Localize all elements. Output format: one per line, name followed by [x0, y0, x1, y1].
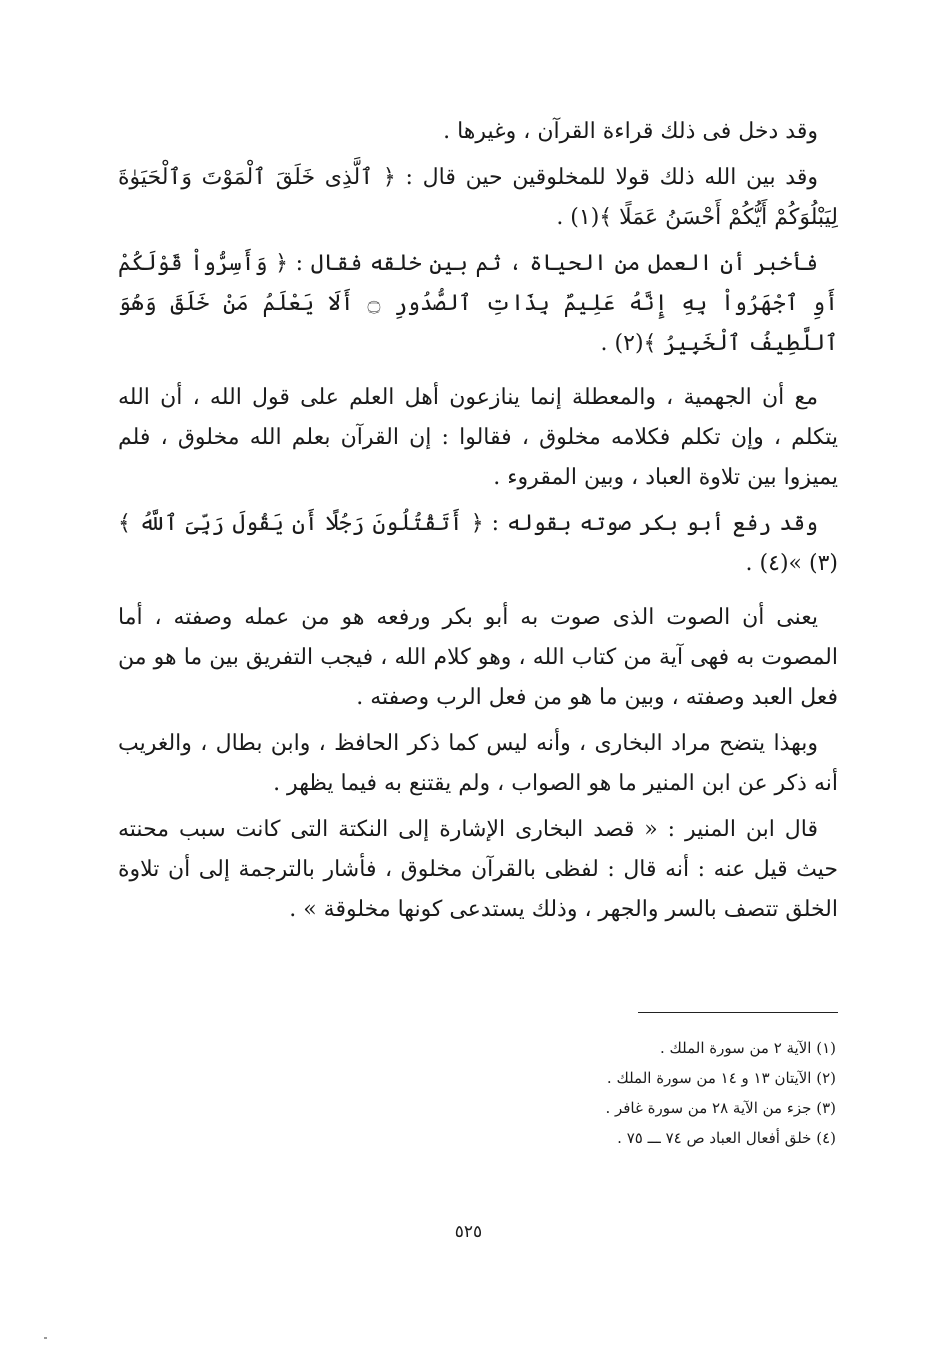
paragraph: مع أن الجهمية ، والمعطلة إنما ينازعون أهل العلم على قول الله ، أن الله يتكلم ، وإن تكلم فكلامه مخلوق ، فقالوا : إن القرآن بعلم الله مخلوق ، فلم يميزوا بين تلاوة العباد ، وبين المقروء . [118, 385, 838, 490]
paragraph: وقد دخل فى ذلك قراءة القرآن ، وغيرها . [443, 119, 818, 144]
footnote: (٣) جزء من الآية ٢٨ من سورة غافر . [605, 1099, 836, 1117]
page-number: ٥٢٥ [454, 1222, 483, 1242]
scan-speck [44, 1337, 47, 1339]
main-text [118, 112, 838, 936]
footnote: (١) الآية ٢ من سورة الملك . [659, 1039, 836, 1057]
paragraph: يعنى أن الصوت الذى صوت به أبو بكر ورفعه هو من عمله وصفته ، أما المصوت به فهى آية من كتاب الله ، وهو كلام الله ، فيجب التفريق بين ما هو من فعل العبد وصفته ، وبين ما هو من فعل الرب وصفته . [118, 605, 838, 710]
footnotes [118, 1012, 838, 1153]
paragraph: وبهذا يتضح مراد البخارى ، وأنه ليس كما ذكر الحافظ ، وابن بطال ، والغريب أنه ذكر عن ابن المنير ما هو الصواب ، ولم يقتنع به فيما يظهر . [118, 731, 838, 796]
paragraph: وقد رفع أبو بكر صوته بقوله : ﴿ أَتَقْتُلُونَ رَجُلًا أَن يَقُولَ رَبِّىَ ٱللَّهُ ﴾(٣) »(٤) . [118, 511, 838, 576]
footnote: (٤) خلق أفعال العباد ص ٧٤ ـــ ٧٥ . [617, 1129, 836, 1147]
paragraph: قال ابن المنير : « قصد البخارى الإشارة إلى النكتة التى كانت سبب محنته حيث قيل عنه : أنه قال : لفظى بالقرآن مخلوق ، فأشار بالترجمة إلى أن تلاوة الخلق تتصف بالسر والجهر ، وذلك يستدعى كونها مخلوقة » . [118, 817, 838, 922]
paragraph: فأخبر أن العمل من الحياة ، ثم بين خلقه فقال : ﴿ وَأَسِرُّواْ قَوْلَكُمْ أَوِ ٱجْهَرُواْ بِهِ إِنَّهُ عَلِيمٌ بِذَاتِ ٱلصُّدُورِ ۝ أَلَا يَعْلَمُ مَنْ خَلَقَ وَهُوَ ٱللَّطِيفُ ٱلْخَبِيرُ ﴾(٢) . [118, 251, 839, 356]
footnote-separator [638, 1012, 838, 1013]
footnote: (٢) الآيتان ١٣ و ١٤ من سورة الملك . [606, 1069, 836, 1087]
footnote-list [118, 1033, 838, 1153]
paragraph: وقد بين الله ذلك قولا للمخلوقين حين قال : ﴿ ٱلَّذِى خَلَقَ ٱلْمَوْتَ وَٱلْحَيَوٰةَ لِيَبْلُوَكُمْ أَيُّكُمْ أَحْسَنُ عَمَلًا ﴾(١) . [118, 165, 838, 230]
